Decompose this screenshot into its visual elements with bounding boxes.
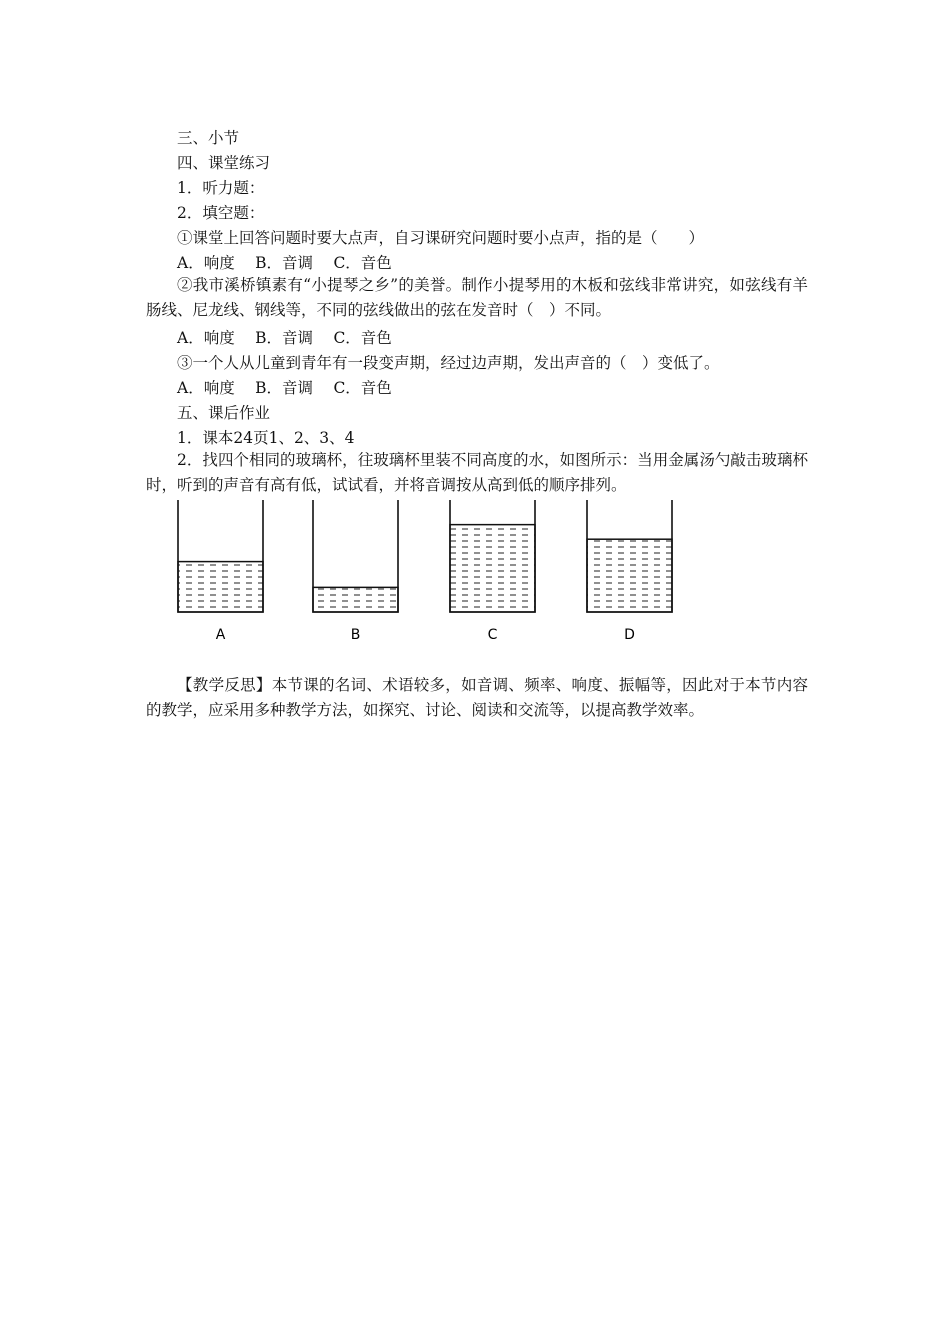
question-2: ②我市溪桥镇素有“小提琴之乡”的美誉。制作小提琴用的木板和弦线非常讲究，如弦线有羊肠线、尼龙线、钢线等，不同的弦线做出的弦在发音时（ ）不同。	[146, 276, 808, 319]
water-c	[450, 525, 535, 612]
cup-label-c: C	[487, 627, 498, 643]
teaching-reflection: 【教学反思】本节课的名词、术语较多，如音调、频率、响度、振幅等，因此对于本节内容的教学，应采用多种教学方法，如探究、讨论、阅读和交流等，以提高教学效率。	[146, 676, 808, 719]
water-b	[313, 587, 398, 612]
glass-cup-c	[450, 500, 535, 643]
water-a	[178, 562, 263, 612]
glass-cup-b	[313, 500, 398, 643]
homework-2: 2．找四个相同的玻璃杯，往玻璃杯里装不同高度的水，如图所示：当用金属汤勺敲击玻璃杯时，听到的声音有高有低，试试看，并将音调按从高到低的顺序排列。	[146, 451, 808, 494]
section-summary: 三、小节	[177, 129, 240, 147]
question-listening: 1．听力题：	[177, 179, 265, 197]
homework-1: 1．课本24页1、2、3、4	[177, 429, 355, 447]
section-homework: 五、课后作业	[177, 404, 271, 422]
cup-label-a: A	[215, 627, 226, 643]
question-fill-blank: 2．填空题：	[177, 204, 265, 222]
cup-label-b: B	[350, 627, 361, 643]
glass-cup-a	[178, 500, 263, 643]
question-1-options: A．响度 B．音调 C．音色	[177, 254, 392, 272]
question-3: ③一个人从儿童到青年有一段变声期，经过边声期，发出声音的（ ）变低了。	[177, 354, 720, 372]
water-d	[587, 539, 672, 612]
question-1: ①课堂上回答问题时要大点声，自习课研究问题时要小点声，指的是（ ）	[177, 229, 705, 247]
glass-cups-figure	[160, 496, 700, 656]
section-classroom-practice: 四、课堂练习	[177, 154, 271, 172]
question-2-options: A．响度 B．音调 C．音色	[177, 329, 392, 347]
glass-cup-d	[587, 500, 672, 643]
cup-label-d: D	[624, 627, 635, 643]
question-3-options: A．响度 B．音调 C．音色	[177, 379, 392, 397]
